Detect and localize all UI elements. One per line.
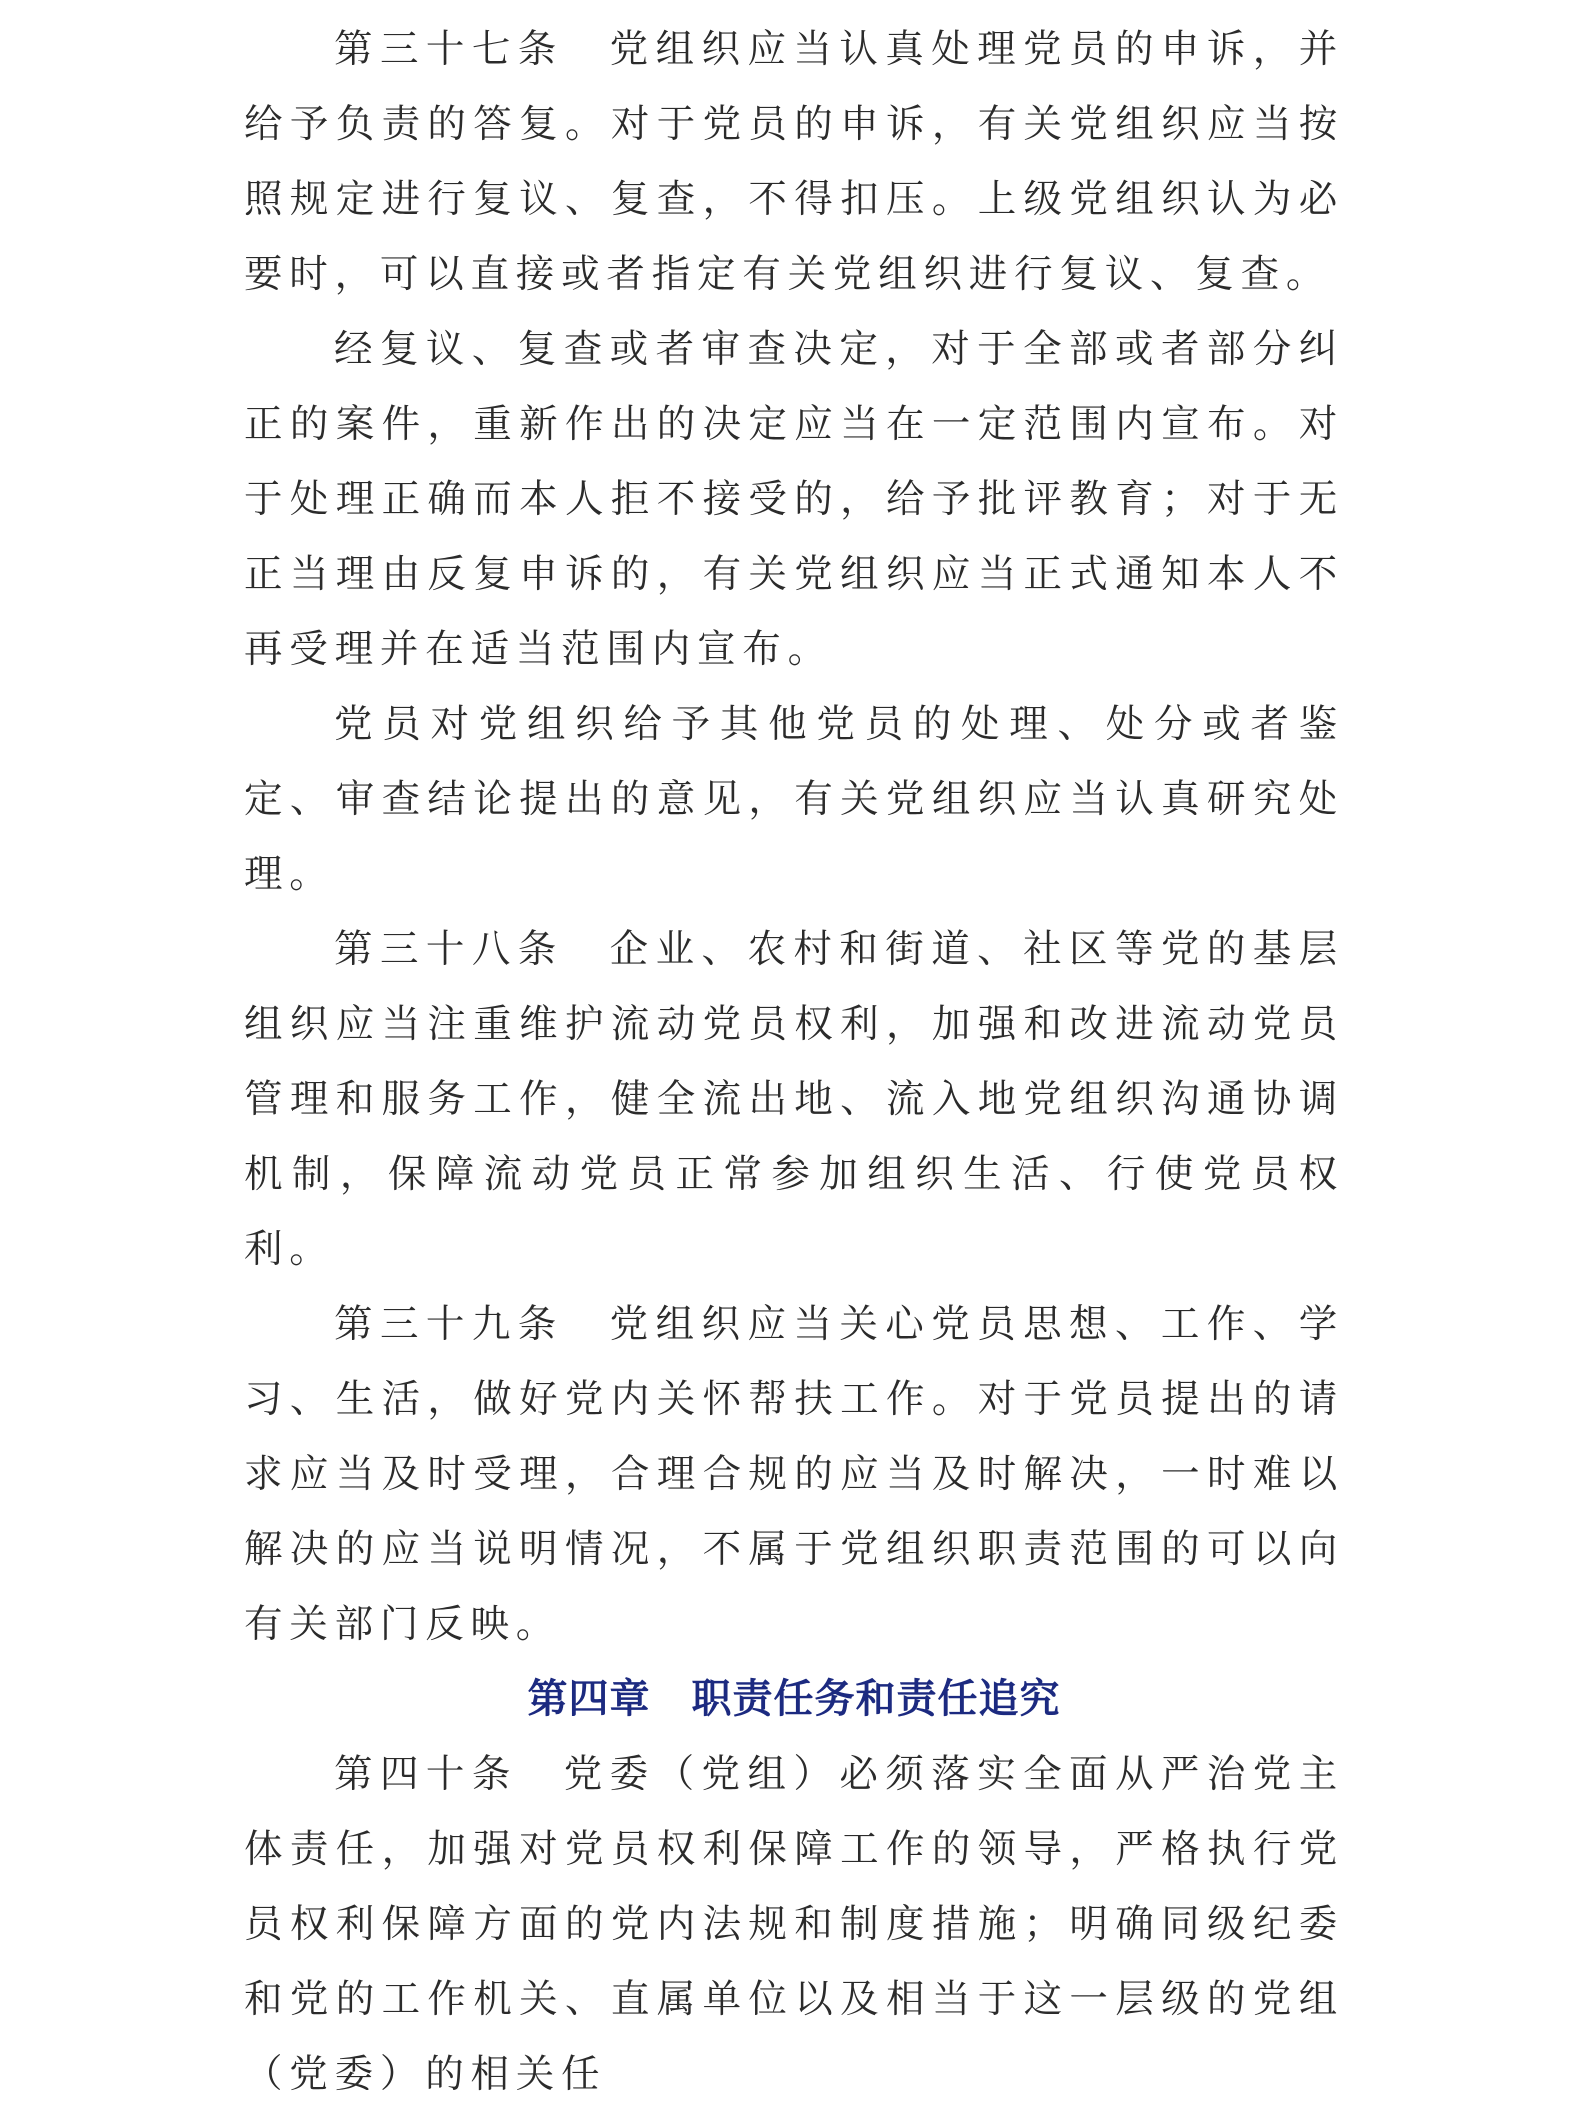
article-39-paragraph: 第三十九条 党组织应当关心党员思想、工作、学习、生活，做好党内关怀帮扶工作。对于党员提出的请求应当及时受理，合理合规的应当及时解决，一时难以解决的应当说明情况，不属于党组织职责范围的可以向有关部门反映。 bbox=[244, 1302, 1344, 1647]
opinion-paragraph: 党员对党组织给予其他党员的处理、处分或者鉴定、审查结论提出的意见，有关党组织应当认真研究处理。 bbox=[244, 702, 1344, 897]
review-decision-paragraph: 经复议、复查或者审查决定，对于全部或者部分纠正的案件，重新作出的决定应当在一定范围内宣布。对于处理正确而本人拒不接受的，给予批评教育；对于无正当理由反复申诉的，有关党组织应当正式通知本人不再受理并在适当范围内宣布。 bbox=[244, 327, 1344, 672]
article-40-paragraph: 第四十条 党委（党组）必须落实全面从严治党主体责任，加强对党员权利保障工作的领导，严格执行党员权利保障方面的党内法规和制度措施；明确同级纪委和党的工作机关、直属单位以及相当于这一层级的党组（党委）的相关任 bbox=[244, 1752, 1344, 2097]
article-38-paragraph: 第三十八条 企业、农村和街道、社区等党的基层组织应当注重维护流动党员权利，加强和改进流动党员管理和服务工作，健全流出地、流入地党组织沟通协调机制，保障流动党员正常参加组织生活、行使党员权利。 bbox=[244, 927, 1344, 1272]
article-37-paragraph: 第三十七条 党组织应当认真处理党员的申诉，并给予负责的答复。对于党员的申诉，有关党组织应当按照规定进行复议、复查，不得扣压。上级党组织认为必要时，可以直接或者指定有关党组织进行复议、复查。 bbox=[244, 27, 1344, 297]
document-page bbox=[244, 0, 1344, 2112]
chapter-heading: 第四章 职责任务和责任追究 bbox=[527, 1676, 1061, 1722]
